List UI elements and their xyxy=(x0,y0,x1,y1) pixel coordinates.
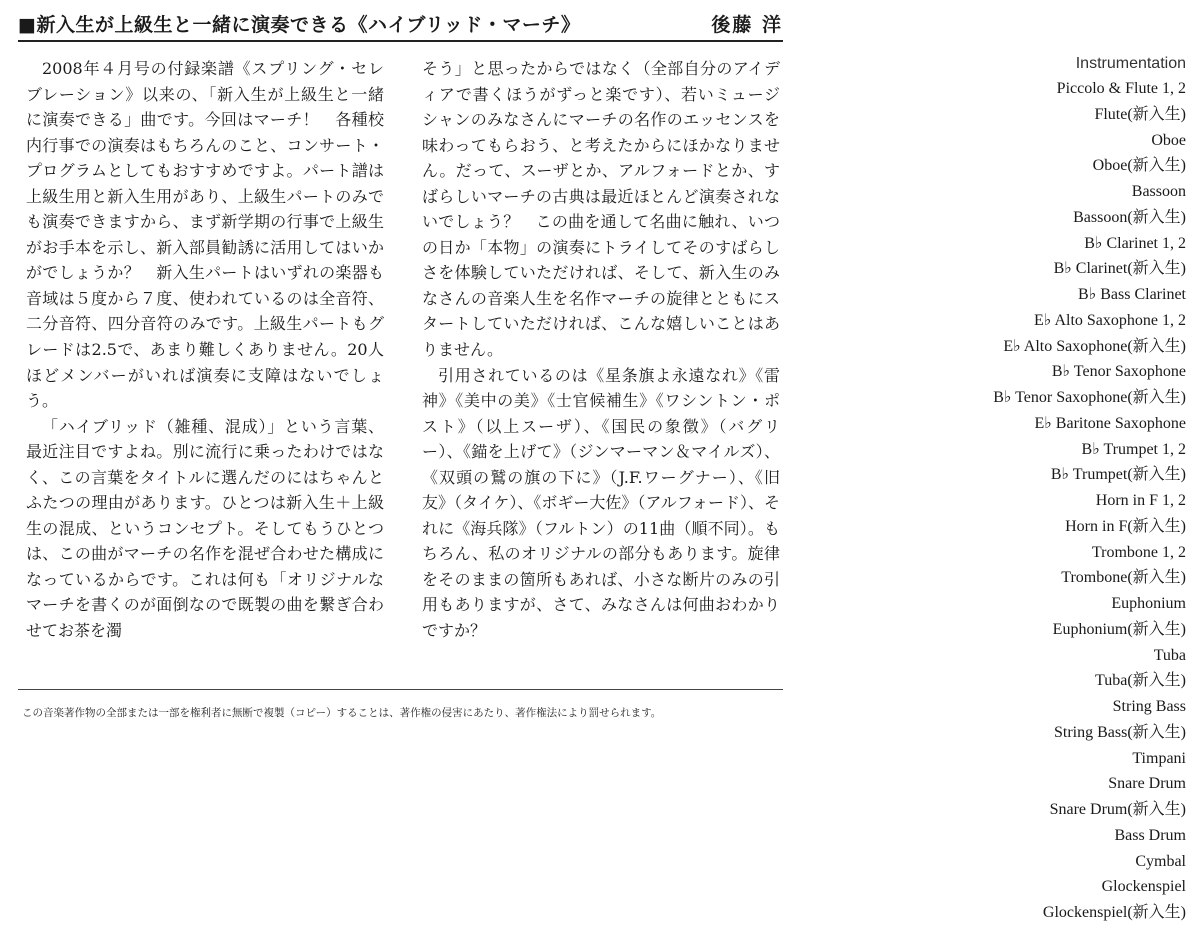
article-header xyxy=(18,6,783,42)
instrumentation-panel xyxy=(926,52,1186,926)
instrument-item: Cymbal xyxy=(1135,852,1186,870)
instrument-item: Tuba xyxy=(1153,646,1186,664)
instrument-item: Piccolo & Flute 1, 2 xyxy=(1056,80,1186,97)
instrument-item: Trombone(新入生) xyxy=(1061,569,1186,587)
instrument-item: Oboe xyxy=(1151,131,1186,149)
instrument-item: Tuba(新入生) xyxy=(1095,672,1186,690)
instrument-item: Glockenspiel(新入生) xyxy=(1042,904,1186,921)
instrument-item: B♭ Bass Clarinet xyxy=(1078,286,1186,303)
instrument-item: E♭ Alto Saxophone(新入生) xyxy=(1003,337,1186,355)
instrument-item: Euphonium(新入生) xyxy=(1052,620,1186,638)
instrument-item: Timpani xyxy=(1132,749,1186,767)
instrument-item: Horn in F(新入生) xyxy=(1065,517,1186,535)
instrument-item: Oboe(新入生) xyxy=(1092,157,1186,175)
article-paragraph: そう」と思ったからではなく（全部自分のアイディアで書くほうがずっと楽です）、若いミュージシャンのみなさんにマーチの名作のエッセンスを味わってもらおう、と考えたからにほかなりません。だって、スーザとか、アルフォードとか、すばらしいマーチの古典は最近ほとんど演奏されないでしょう？ この曲を通して名曲に触れ、いつの日か「本物」の演奏にトライしてそのすばらしさを体験していただければ、そして、新入生のみなさんの音楽人生を名作マーチの旋律とともにスタートしていただければ、こんな嬉しいことはありません。 xyxy=(422,59,780,360)
instrument-item: B♭ Clarinet(新入生) xyxy=(1053,260,1186,278)
instrument-item: Snare Drum(新入生) xyxy=(1049,801,1186,818)
instrument-item: Bass Drum xyxy=(1114,826,1186,844)
instrument-item: E♭ Alto Saxophone 1, 2 xyxy=(1034,311,1186,329)
author-name: 後藤 洋 xyxy=(711,14,783,36)
instrument-item: Flute(新入生) xyxy=(1094,105,1186,123)
instrument-item: String Bass(新入生) xyxy=(1053,723,1186,741)
instrument-list xyxy=(926,76,1186,926)
instrument-item: B♭ Tenor Saxophone(新入生) xyxy=(993,389,1186,406)
article-paragraph: 2008年４月号の付録楽譜《スプリング・セレブレーション》以来の、「新入生が上級生と一緒に演奏できる」曲です。今回はマーチ！ 各種校内行事での演奏はもちろんのこと、コンサート・プログラムとしてもおすすめですよ。パート譜は上級生用と新入生用があり、上級生パートのみでも演奏できますから、まず新学期の行事で上級生がお手本を示し、新入部員勧誘に活用してはいかがでしょうか？ 新入生パートはいずれの楽器も音域は５度から７度、使われているのは全音符、二分音符、四分音符のみです。上級生パートもグレードは2.5で、あまり難しくありません。20人ほどメンバーがいれば演奏に支障はないでしょう。 xyxy=(26,59,384,411)
instrument-item: B♭ Trumpet 1, 2 xyxy=(1081,440,1186,458)
instrument-item: Glockenspiel xyxy=(1101,878,1186,896)
instrumentation-title: Instrumentation xyxy=(1075,55,1186,72)
article-column-right xyxy=(422,56,780,644)
instrument-item: Horn in F 1, 2 xyxy=(1095,492,1186,509)
instrument-item: B♭ Clarinet 1, 2 xyxy=(1084,234,1186,252)
instrument-item: Euphonium xyxy=(1111,595,1186,612)
instrument-item: Trombone 1, 2 xyxy=(1091,543,1186,561)
instrument-item: Bassoon(新入生) xyxy=(1073,208,1186,226)
instrument-item: E♭ Baritone Saxophone xyxy=(1034,414,1186,432)
article-column-left xyxy=(26,56,384,644)
article-paragraph: 「ハイブリッド（雑種、混成）」という言葉、最近注目ですよね。別に流行に乗ったわけではなく、この言葉をタイトルに選んだのにはちゃんとふたつの理由があります。ひとつは新入生＋上級生の混成、というコンセプト。そしてもうひとつは、この曲がマーチの名作を混ぜ合わせた構成になっているからです。これは何も「オリジナルなマーチを書くのが面倒なので既製の曲を繋ぎ合わせてお茶を濁 xyxy=(26,416,384,641)
instrument-item: String Bass xyxy=(1112,698,1186,715)
instrument-item: Bassoon xyxy=(1131,183,1186,200)
footer-divider xyxy=(18,689,783,690)
instrument-item: Snare Drum xyxy=(1108,775,1186,793)
instrument-item: B♭ Trumpet(新入生) xyxy=(1050,466,1186,484)
article-paragraph: 引用されているのは《星条旗よ永遠なれ》《雷神》《美中の美》《士官候補生》《ワシントン・ポスト》（以上スーザ）、《国民の象徴》（バグリー）、《錨を上げて》（ジンマーマン＆マイルズ）、《双頭の鷲の旗の下に》（J.F.ワーグナー）、《旧友》（タイケ）、《ボギー大佐》（アルフォード）、それに《海兵隊》（フルトン）の11曲（順不同）。もちろん、私のオリジナルの部分もあります。旋律をそのままの箇所もあれば、小さな断片のみの引用もありますが、さて、みなさんは何曲おわかりですか？ xyxy=(422,365,780,641)
copyright-notice: この音楽著作物の全部または一部を権利者に無断で複製（コピー）することは、著作権の侵害にあたり、著作権法により罰せられます。 xyxy=(22,707,662,719)
article-title: ■新入生が上級生と一緒に演奏できる《ハイブリッド・マーチ》 xyxy=(18,14,581,36)
instrument-item: B♭ Tenor Saxophone xyxy=(1051,363,1186,381)
